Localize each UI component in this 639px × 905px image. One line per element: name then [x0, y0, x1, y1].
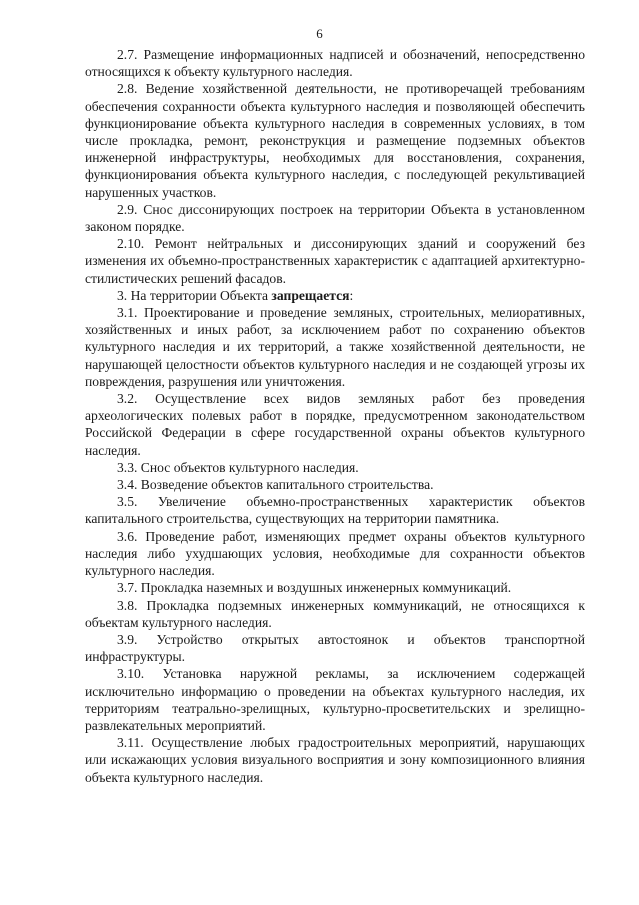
- paragraph-2-8: 2.8. Ведение хозяйственной деятельности, не противоречащей требованиям обеспечения сохранности объекта культурного наследия и позволяющей обеспечить функционирование объекта культурного наследия в современных условиях, в том числе прокладка, ремонт, реконструкция и размещение подземных объектов инженерной инфраструктуры, необходимых для восстановления, сохранения, функционирования объекта культурного наследия, с последующей рекультивацией нарушенных участков.: [85, 81, 585, 200]
- paragraph-3-2: 3.2. Осуществление всех видов земляных работ без проведения археологических полевых работ в порядке, предусмотренном законодательством Российской Федерации в сфере государственной охраны объектов культурного наследия.: [85, 391, 585, 458]
- paragraph-3-9: 3.9. Устройство открытых автостоянок и объектов транспортной инфраструктуры.: [85, 631, 585, 665]
- paragraph-3-heading-bold: запрещается: [271, 287, 350, 303]
- document-body: [85, 46, 585, 786]
- page-number: 6: [316, 26, 323, 41]
- paragraph-3-11: 3.11. Осуществление любых градостроительных мероприятий, нарушающих или искажающих условия визуального восприятия и зону композиционного влияния объекта культурного наследия.: [85, 735, 585, 785]
- paragraph-3-7: 3.7. Прокладка наземных и воздушных инженерных коммуникаций.: [117, 580, 512, 596]
- paragraph-3-heading-prefix: 3. На территории Объекта: [117, 287, 272, 303]
- paragraph-3-heading-suffix: :: [349, 287, 354, 303]
- paragraph-3-3: 3.3. Снос объектов культурного наследия.: [117, 459, 359, 475]
- paragraph-3-1: 3.1. Проектирование и проведение земляных, строительных, мелиоративных, хозяйственных и иных работ, за исключением работ по сохранению объектов культурного наследия и их территорий, а также хозяйственной деятельности, не нарушающей целостности объектов культурного наследия и не создающей угрозы их повреждения, разрушения или уничтожения.: [85, 305, 585, 389]
- paragraph-3-10: 3.10. Установка наружной рекламы, за исключением содержащей исключительно информацию о проведении на объектах культурного наследия, их территориям театрально-зрелищных, культурно-просветительских и зрелищно-развлекательных мероприятий.: [85, 666, 585, 733]
- paragraph-3-heading: [85, 287, 585, 304]
- paragraph-3-8: 3.8. Прокладка подземных инженерных коммуникаций, не относящихся к объектам культурного наследия.: [85, 597, 585, 630]
- paragraph-2-7: 2.7. Размещение информационных надписей и обозначений, непосредственно относящихся к объекту культурного наследия.: [85, 47, 585, 80]
- paragraph-3-4: 3.4. Возведение объектов капитального строительства.: [117, 477, 434, 493]
- paragraph-2-9: 2.9. Снос диссонирующих построек на территории Объекта в установленном законом порядке.: [85, 201, 585, 235]
- paragraph-3-5: 3.5. Увеличение объемно-пространственных характеристик объектов капитального строительства, существующих на территории памятника.: [85, 494, 585, 527]
- paragraph-2-10: 2.10. Ремонт нейтральных и диссонирующих зданий и сооружений без изменения их объемно-пространственных характеристик с адаптацией архитектурно-стилистических решений фасадов.: [85, 236, 585, 286]
- paragraph-3-6: 3.6. Проведение работ, изменяющих предмет охраны объектов культурного наследия либо ухудшающих условия, необходимые для сохранности объектов культурного наследия.: [85, 528, 585, 579]
